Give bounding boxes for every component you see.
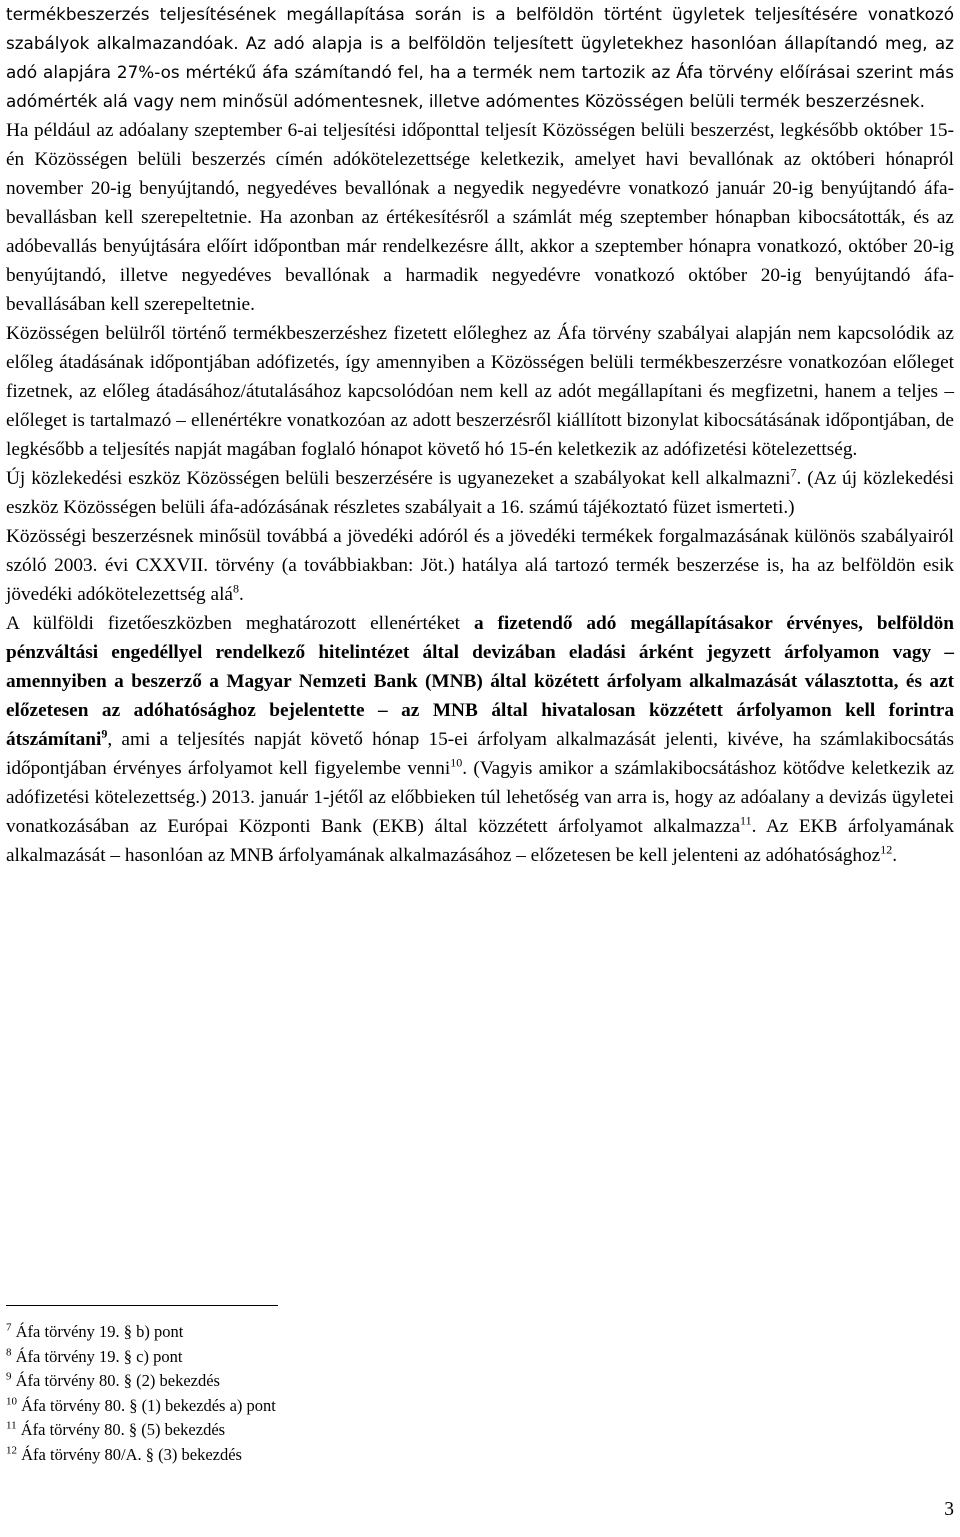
paragraph-text: Közösségi beszerzésnek minősül továbbá a jövedéki adóról és a jövedéki termékek forgalmazásának különös szabályairól szóló 2003. évi CXXVII. törvény (a továbbiakban: Jöt.) hatálya alá tartozó termék beszerzése is, ha az belföldön esik jövedéki adókötelezettség alá — [6, 526, 954, 605]
footnote-number: 8 — [6, 1346, 12, 1359]
footnote — [6, 1320, 606, 1345]
footnote-text: Áfa törvény 80. § (1) bekezdés a) pont — [17, 1395, 276, 1415]
paragraph-text: . — [239, 584, 244, 605]
footnote-number: 12 — [6, 1444, 17, 1457]
footnote-text: Áfa törvény 19. § b) pont — [11, 1322, 184, 1341]
footnote — [6, 1443, 606, 1468]
footnote-text: Áfa törvény 80/A. § (3) bekezdés — [17, 1444, 242, 1464]
footnote-ref: 11 — [740, 813, 752, 828]
paragraph-text: . (Vagyis amikor a számlakibocsátáshoz kötődve keletkezik az adófizetési kötelezettség.) 2013. január 1-jétől az előbbieken túl lehetőség van arra is, hogy az adóalany a devizás ügyletei vonatkozásában az Európai Központi Bank (EKB) által közzétett árfolyamot alkalmazza — [6, 758, 954, 837]
footnote — [6, 1369, 606, 1394]
footnote-number: 11 — [6, 1419, 17, 1432]
paragraph-new-vehicle — [6, 464, 954, 522]
page-number: 3 — [944, 1499, 954, 1520]
paragraph-exchange-rate — [6, 609, 954, 870]
paragraph-text: . Az EKB árfolyamának alkalmazását – hasonlóan az MNB árfolyamának alkalmazásához – előzetesen be kell jelenteni az adóhatósághoz — [6, 816, 954, 866]
footnote-number: 9 — [6, 1370, 12, 1383]
paragraph-text: A külföldi fizetőeszközben meghatározott ellenértéket — [6, 613, 474, 634]
paragraph-text: . — [892, 845, 898, 866]
footnote — [6, 1394, 606, 1419]
footnote-ref: 9 — [101, 726, 108, 741]
footnote-ref: 12 — [880, 842, 893, 857]
footnote-ref: 8 — [233, 581, 239, 596]
footnote-text: Áfa törvény 80. § (5) bekezdés — [16, 1420, 226, 1440]
paragraph-tax-base: termékbeszerzés teljesítésének megállapítása során is a belföldön történt ügyletek teljesítésére vonatkozó szabályok alkalmazandóak. Az adó alapja is a belföldön teljesített ügyletekhez hasonlóan állapítandó meg, az adó alapjára 27%-os mértékű áfa számítandó fel, ha a termék nem tartozik az Áfa törvény előírásai szerint más adómérték alá vagy nem minősül adómentesnek, illetve adómentes Közösségen belüli termék beszerzésnek. — [6, 4, 954, 111]
paragraph-text: . (Az új közlekedési eszköz Közösségen belüli áfa-adózásának részletes szabályait a 16. számú tájékoztató füzet ismerteti.) — [6, 468, 954, 518]
paragraph-excise-goods — [6, 522, 954, 609]
footnote — [6, 1345, 606, 1370]
footnote-ref: 7 — [790, 465, 797, 480]
footnote-divider — [6, 1305, 278, 1306]
footnote-ref: 10 — [450, 755, 463, 770]
paragraph-text: , ami a teljesítés napját követő hónap 15-ei árfolyam alkalmazását jelenti, kivéve, ha számlakibocsátás időpontjában érvényes árfolyamot kell figyelembe venni — [6, 729, 954, 779]
paragraph-example-deadlines: Ha például az adóalany szeptember 6-ai teljesítési időponttal teljesít Közösségen belüli beszerzést, legkésőbb október 15-én Közösségen belüli beszerzés címén adókötelezettsége keletkezik, amelyet havi bevallónak az októberi hónapról november 20-ig benyújtandó, negyedéves bevallónak a negyedik negyedévre vonatkozó január 20-ig benyújtandó áfa-bevallásban kell szerepeltetnie. Ha azonban az értékesítésről a számlát még szeptember hónapban kibocsátották, és az adóbevallás benyújtására előírt időpontban már rendelkezésre állt, akkor a szeptember hónapra vonatkozó, október 20-ig benyújtandó, illetve negyedéves bevallónak a harmadik negyedévre vonatkozó október 20-ig benyújtandó áfa-bevallásában kell szerepeltetnie. — [6, 120, 954, 315]
paragraph-advance-payment: Közösségen belülről történő termékbeszerzéshez fizetett előleghez az Áfa törvény szabályai alapján nem kapcsolódik az előleg átadásának időpontjában adófizetés, így amennyiben a Közösségen belüli termékbeszerzésre vonatkozóan előleget fizetnek, az előleg átadásához/átutalásához kapcsolódóan nem kell az adót megállapítani és megfizetni, hanem a teljes – előleget is tartalmazó – ellenértékre vonatkozóan az adott beszerzésről kiállított bizonylat kibocsátásának időpontjában, de legkésőbb a teljesítés napját magában foglaló hónapot követő hó 15-én keletkezik az adófizetési kötelezettség. — [6, 323, 954, 460]
footnote — [6, 1418, 606, 1443]
paragraph-text: Új közlekedési eszköz Közösségen belüli beszerzésére is ugyanezeket a szabályokat kell alkalmazni — [6, 468, 791, 489]
footnotes — [6, 1320, 606, 1468]
bold-text: a fizetendő adó megállapításakor érvényes, belföldön pénzváltási engedéllyel rendelkező hitelintézet által devizában eladási árként jegyzett árfolyamon vagy – amennyiben a beszerző a Magyar Nemzeti Bank (MNB) által közétett árfolyam alkalmazását választotta, és azt előzetesen az adóhatósághoz bejelentette – az MNB által hivatalosan közzétett árfolyamon kell forintra átszámítani — [6, 613, 954, 750]
document-page — [6, 0, 954, 870]
footnote-text: Áfa törvény 80. § (2) bekezdés — [11, 1371, 220, 1391]
footnote-number: 10 — [6, 1395, 17, 1408]
footnote-text: Áfa törvény 19. § c) pont — [11, 1346, 183, 1366]
footnote-number: 7 — [6, 1321, 12, 1334]
